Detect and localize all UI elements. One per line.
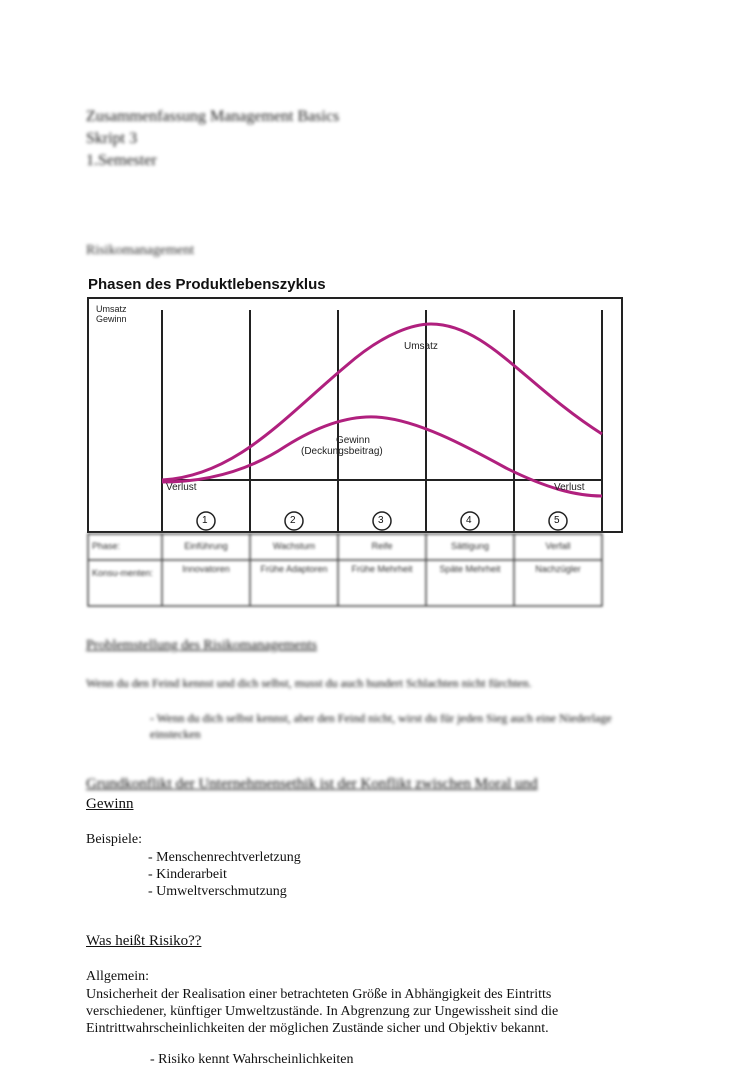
- phase-number-5: 5: [554, 515, 560, 526]
- risk-heading: Was heißt Risiko??: [86, 933, 202, 949]
- risk-general-label: Allgemein:: [86, 969, 149, 984]
- chart-frame: [88, 298, 622, 532]
- doc-title: Zusammenfassung Management Basics: [86, 108, 340, 125]
- risk-cut-line: - Risiko kennt Wahrscheinlichkeiten: [150, 1052, 354, 1067]
- table-row-header-phase: Phase:: [92, 541, 121, 551]
- table-consumer-cell: Innovatoren: [182, 564, 230, 574]
- table-consumer-cell: Frühe Mehrheit: [351, 564, 413, 574]
- y-axis-label-line1: Umsatz: [96, 304, 127, 314]
- risk-definition-line: verschiedener, künftiger Umweltzustände. In Abgrenzung zur Ungewissheit sind die: [86, 1004, 559, 1019]
- table-phase-cell: Reife: [371, 541, 393, 551]
- examples-label: Beispiele:: [86, 832, 142, 847]
- doc-subtitle: Skript 3: [86, 130, 138, 147]
- loss-label-left: Verlust: [166, 482, 197, 493]
- loss-label-right: Verlust: [554, 482, 585, 493]
- risk-definition: [86, 986, 686, 1037]
- phase-number-3: 3: [378, 515, 384, 526]
- table-consumer-cell: Späte Mehrheit: [439, 564, 501, 574]
- table-phase-cell: Einführung: [184, 541, 228, 551]
- phase-number-4: 4: [466, 515, 472, 526]
- curve-label-gewinn: Gewinn: [336, 435, 370, 446]
- list-item: - Umweltverschmutzung: [148, 884, 287, 899]
- chart-title: Phasen des Produktlebenszyklus: [88, 276, 326, 293]
- curve-label-umsatz: Umsatz: [404, 341, 438, 352]
- examples-list: [148, 849, 301, 900]
- list-item: - Menschenrechtverletzung: [148, 850, 301, 865]
- problem-bullet: - Wenn du dich selbst kennst, aber den Feind nicht, wirst du für jeden Sieg auch eine Niederlage einstecken: [150, 711, 612, 741]
- table-phase-cell: Sättigung: [450, 541, 490, 551]
- phase-number-2: 2: [290, 515, 296, 526]
- table-row-header-consumers: Konsu-menten:: [92, 568, 154, 578]
- table-consumer-cell: Nachzügler: [535, 564, 581, 574]
- curve-label-deckungsbeitrag: (Deckungsbeitrag): [301, 446, 383, 457]
- section-heading-risk: Risikomanagement: [86, 243, 195, 258]
- risk-definition-line: Eintrittwahrscheinlichkeiten der möglichen Zustände sicher und Objektiv bekannt.: [86, 1021, 549, 1036]
- conflict-heading-line2: Gewinn: [86, 796, 134, 812]
- table-consumer-cell: Frühe Adaptoren: [260, 564, 328, 574]
- problem-heading: Problemstellung des Risikomanagements: [86, 638, 317, 653]
- phase-number-1: 1: [202, 515, 208, 526]
- doc-semester: 1.Semester: [86, 152, 157, 169]
- conflict-heading-line1: Grundkonflikt der Unternehmensethik ist der Konflikt zwischen Moral und: [86, 776, 538, 792]
- product-lifecycle-chart: [86, 276, 626, 606]
- table-phase-cell: Wachstum: [272, 541, 316, 551]
- problem-quote: Wenn du den Feind kennst und dich selbst, musst du auch hundert Schlachten nicht fürchten.: [86, 676, 532, 690]
- table-phase-cell: Verfall: [545, 541, 571, 551]
- list-item: - Kinderarbeit: [148, 867, 227, 882]
- risk-definition-line: Unsicherheit der Realisation einer betrachteten Größe in Abhängigkeit des Eintritts: [86, 987, 552, 1002]
- y-axis-label: [96, 304, 127, 324]
- y-axis-label-line2: Gewinn: [96, 314, 127, 324]
